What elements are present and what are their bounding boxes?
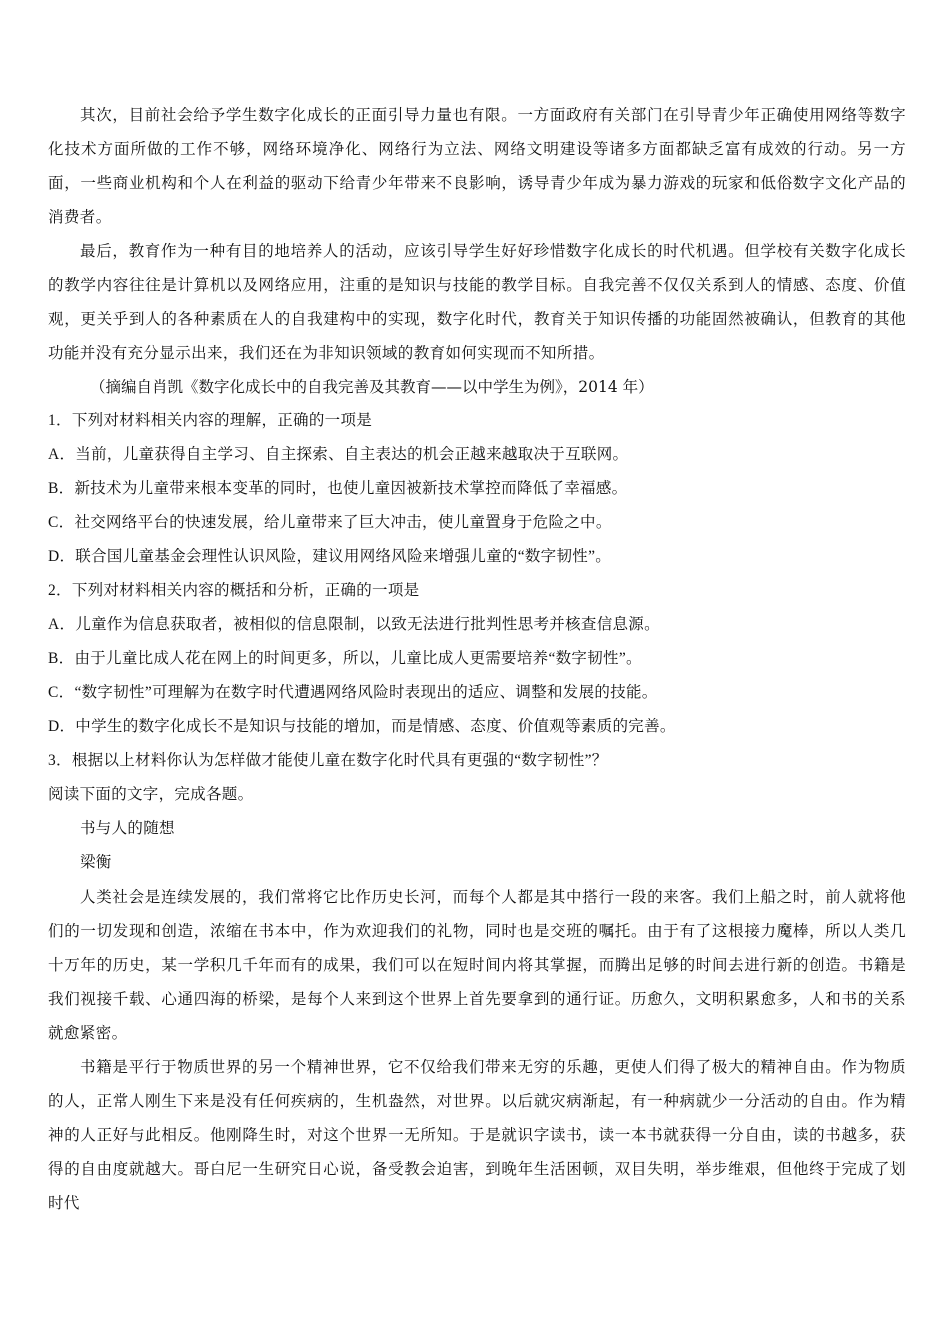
option-2c: C．“数字韧性”可理解为在数字时代遭遇网络风险时表现出的适应、调整和发展的技能。 — [48, 684, 658, 701]
paragraph: 最后，教育作为一种有目的地培养人的活动，应该引导学生好好珍惜数字化成长的时代机遇。但学校有关数字化成长的教学内容往往是计算机以及网络应用，注重的是知识与技能的教学目标。自我完善不仅仅关系到人的情感、态度、价值观，更关乎到人的各种素质在人的自我建构中的实现，数字化时代，教育关于知识传播的功能固然被确认，但教育的其他功能并没有充分显示出来，我们还在为非知识领域的教育如何实现而不知所措。 — [48, 242, 906, 362]
paragraph: 书籍是平行于物质世界的另一个精神世界，它不仅给我们带来无穷的乐趣，更使人们得了极大的精神自由。作为物质的人，正常人刚生下来是没有任何疾病的，生机盎然，对世界。以后就灾病渐起，有一种病就少一分活动的自由。作为精神的人正好与此相反。他刚降生时，对这个世界一无所知。于是就识字读书，读一本书就获得一分自由，读的书越多，获得的自由度就越大。哥白尼一生研究日心说，备受教会迫害，到晚年生活困顿，双目失明，举步维艰，但他终于完成了划时代 — [48, 1058, 906, 1212]
option-2a: A．儿童作为信息获取者，被相似的信息限制，以致无法进行批判性思考并核查信息源。 — [48, 616, 660, 633]
option-1d: D．联合国儿童基金会理性认识风险，建议用网络风险来增强儿童的“数字韧性”。 — [48, 548, 612, 565]
reading-instruction: 阅读下面的文字，完成各题。 — [48, 786, 254, 803]
question-2: 2．下列对材料相关内容的概括和分析，正确的一项是 — [48, 582, 420, 599]
option-2b: B．由于儿童比成人花在网上的时间更多，所以，儿童比成人更需要培养“数字韧性”。 — [48, 650, 642, 667]
document-page — [48, 98, 906, 1220]
essay-author: 梁衡 — [80, 854, 112, 871]
option-1c: C．社交网络平台的快速发展，给儿童带来了巨大冲击，使儿童置身于危险之中。 — [48, 514, 612, 531]
paragraph: 人类社会是连续发展的，我们常将它比作历史长河，而每个人都是其中搭行一段的来客。我们上船之时，前人就将他们的一切发现和创造，浓缩在书本中，作为欢迎我们的礼物，同时也是交班的嘱托。由于有了这根接力魔棒，所以人类几十万年的历史，某一学积几千年而有的成果，我们可以在短时间内将其掌握，而腾出足够的时间去进行新的创造。书籍是我们视接千载、心通四海的桥梁，是每个人来到这个世界上首先要拿到的通行证。历愈久，文明积累愈多，人和书的关系就愈紧密。 — [48, 888, 906, 1042]
option-1b: B．新技术为儿童带来根本变革的同时，也使儿童因被新技术掌控而降低了幸福感。 — [48, 480, 628, 497]
source-citation: （摘编自肖凯《数字化成长中的自我完善及其教育——以中学生为例》，2014 年） — [90, 378, 654, 396]
option-2d: D．中学生的数字化成长不是知识与技能的增加，而是情感、态度、价值观等素质的完善。 — [48, 718, 676, 735]
question-1: 1．下列对材料相关内容的理解，正确的一项是 — [48, 412, 373, 429]
paragraph: 其次，目前社会给予学生数字化成长的正面引导力量也有限。一方面政府有关部门在引导青少年正确使用网络等数字化技术方面所做的工作不够，网络环境净化、网络行为立法、网络文明建设等诸多方面都缺乏富有成效的行动。另一方面，一些商业机构和个人在利益的驱动下给青少年带来不良影响，诱导青少年成为暴力游戏的玩家和低俗数字文化产品的消费者。 — [48, 106, 906, 226]
option-1a: A．当前，儿童获得自主学习、自主探索、自主表达的机会正越来越取决于互联网。 — [48, 446, 629, 463]
essay-title: 书与人的随想 — [80, 820, 175, 837]
question-3: 3．根据以上材料你认为怎样做才能使儿童在数字化时代具有更强的“数字韧性”？ — [48, 752, 608, 769]
